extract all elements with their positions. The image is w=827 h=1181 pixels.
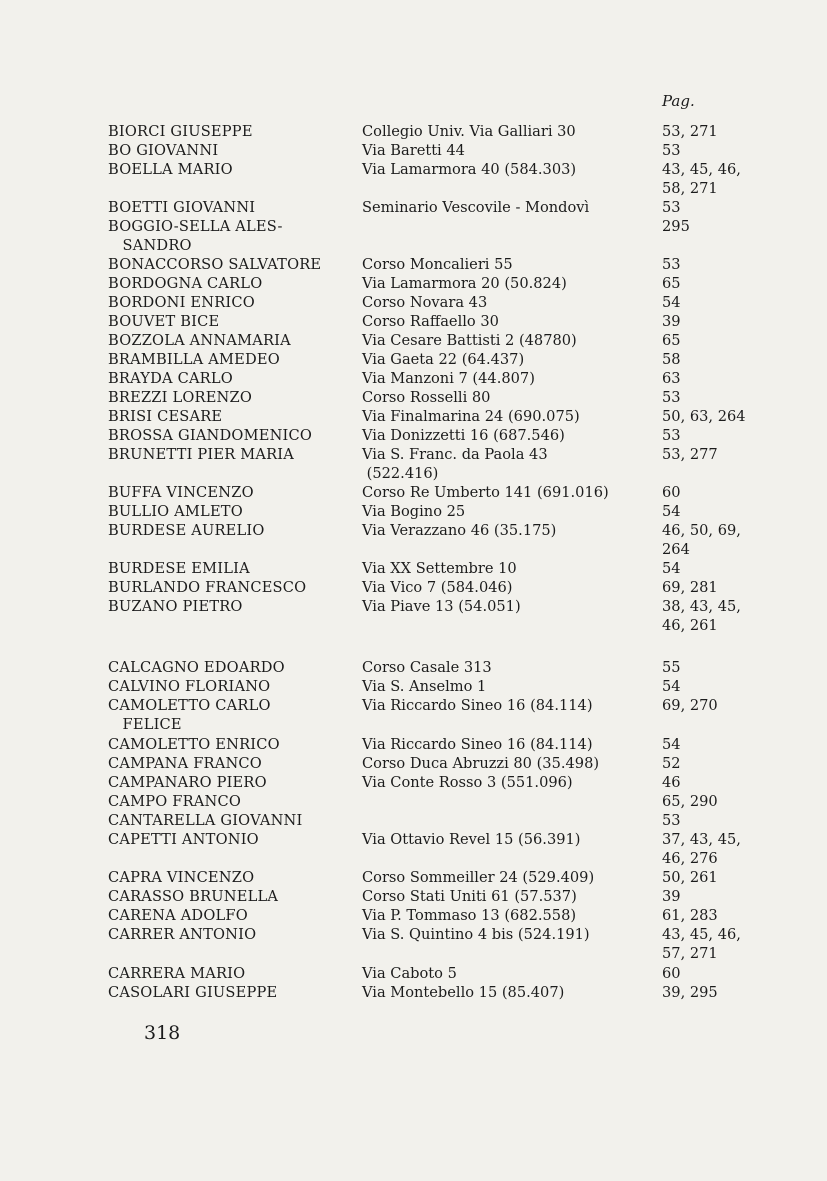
entry-address: Corso Sommeiller 24 (529.409): [362, 869, 595, 886]
entry-pages: 53: [662, 427, 681, 444]
entry-pages: 46: [662, 774, 681, 791]
entry-name: BIORCI GIUSEPPE: [108, 123, 253, 140]
entry-pages: 65: [662, 275, 681, 292]
entry-address: Via P. Tommaso 13 (682.558): [362, 907, 577, 924]
entry-address: Corso Novara 43: [362, 294, 488, 311]
entry-address: Via Ottavio Revel 15 (56.391): [362, 831, 581, 848]
entry-pages: 69, 270: [662, 697, 718, 714]
entry-name: BRAMBILLA AMEDEO: [108, 351, 280, 368]
entry-name: CAMPANA FRANCO: [108, 755, 262, 772]
entry-address: Corso Casale 313: [362, 659, 492, 676]
entry-pages: 43, 45, 46, 57, 271: [662, 926, 741, 962]
entry-name: CARRER ANTONIO: [108, 926, 257, 943]
entry-name: BOETTI GIOVANNI: [108, 199, 256, 216]
entry-pages: 54: [662, 294, 681, 311]
entry-address: Via Donizzetti 16 (687.546): [362, 427, 565, 444]
entry-name: CARASSO BRUNELLA: [108, 888, 279, 905]
entry-name: CAPRA VINCENZO: [108, 869, 255, 886]
entry-pages: 37, 43, 45, 46, 276: [662, 831, 741, 867]
entry-pages: 50, 63, 264: [662, 408, 746, 425]
entry-address: Via Lamarmora 20 (50.824): [362, 275, 567, 292]
entry-address: Corso Moncalieri 55: [362, 256, 513, 273]
entry-pages: 65, 290: [662, 793, 718, 810]
entry-name: CAMPO FRANCO: [108, 793, 242, 810]
entry-address: Collegio Univ. Via Galliari 30: [362, 123, 576, 140]
entry-name: CARENA ADOLFO: [108, 907, 248, 924]
entry-pages: 60: [662, 965, 681, 982]
page-number: 318: [144, 1022, 181, 1044]
entry-name: BRAYDA CARLO: [108, 370, 233, 387]
entry-pages: 38, 43, 45, 46, 261: [662, 598, 741, 634]
entry-name: BREZZI LORENZO: [108, 389, 253, 406]
entry-pages: 61, 283: [662, 907, 718, 924]
entry-name: BOZZOLA ANNAMARIA: [108, 332, 291, 349]
entry-name: BRUNETTI PIER MARIA: [108, 446, 295, 463]
entry-address: Via Verazzano 46 (35.175): [362, 522, 557, 539]
entry-name: BONACCORSO SALVATORE: [108, 256, 322, 273]
entry-address: Via S. Anselmo 1: [362, 678, 487, 695]
entry-pages: 58: [662, 351, 681, 368]
entry-address: Via Riccardo Sineo 16 (84.114): [362, 697, 593, 714]
entry-name: BUFFA VINCENZO: [108, 484, 254, 501]
entry-address: Corso Duca Abruzzi 80 (35.498): [362, 755, 600, 772]
entry-name: BOUVET BICE: [108, 313, 220, 330]
entry-pages: 53: [662, 812, 681, 829]
entry-pages: 43, 45, 46, 58, 271: [662, 161, 741, 197]
entry-pages: 54: [662, 503, 681, 520]
entry-address: Via Gaeta 22 (64.437): [362, 351, 525, 368]
entry-address: Via Riccardo Sineo 16 (84.114): [362, 736, 593, 753]
entry-address: Via Montebello 15 (85.407): [362, 984, 565, 1001]
entry-pages: 50, 261: [662, 869, 718, 886]
entry-pages: 54: [662, 678, 681, 695]
entry-name: BROSSA GIANDOMENICO: [108, 427, 313, 444]
entry-name: BULLIO AMLETO: [108, 503, 243, 520]
entry-address: Via Caboto 5: [362, 965, 457, 982]
entry-address: Via S. Quintino 4 bis (524.191): [362, 926, 590, 943]
entry-pages: 295: [662, 218, 690, 235]
entry-pages: 39: [662, 888, 681, 905]
entry-pages: 63: [662, 370, 681, 387]
entry-address: Via Finalmarina 24 (690.075): [362, 408, 580, 425]
entry-address: Corso Rosselli 80: [362, 389, 491, 406]
entry-name: CAMOLETTO ENRICO: [108, 736, 280, 753]
entry-pages: 53: [662, 199, 681, 216]
entry-name: BOELLA MARIO: [108, 161, 233, 178]
entry-address: Via Conte Rosso 3 (551.096): [362, 774, 573, 791]
entry-name: CALCAGNO EDOARDO: [108, 659, 285, 676]
entry-address: Via Baretti 44: [362, 142, 465, 159]
pag-column-header: Pag.: [662, 92, 695, 110]
entry-pages: 53: [662, 256, 681, 273]
entry-pages: 52: [662, 755, 681, 772]
entry-pages: 69, 281: [662, 579, 718, 596]
entry-address: Via XX Settembre 10: [362, 560, 517, 577]
entry-name: CANTARELLA GIOVANNI: [108, 812, 303, 829]
entry-address: Via S. Franc. da Paola 43 (522.416): [362, 446, 548, 482]
entry-pages: 39: [662, 313, 681, 330]
entry-name: BUZANO PIETRO: [108, 598, 243, 615]
entry-address: Via Vico 7 (584.046): [362, 579, 513, 596]
entry-address: Corso Re Umberto 141 (691.016): [362, 484, 609, 501]
entry-pages: 53, 271: [662, 123, 718, 140]
entry-name: CARRERA MARIO: [108, 965, 246, 982]
entry-name: BRISI CESARE: [108, 408, 223, 425]
entry-name: BORDOGNA CARLO: [108, 275, 263, 292]
entry-pages: 46, 50, 69, 264: [662, 522, 741, 558]
entry-name: BURDESE EMILIA: [108, 560, 250, 577]
entry-name: BOGGIO-SELLA ALES- SANDRO: [108, 218, 283, 254]
entry-name: BORDONI ENRICO: [108, 294, 255, 311]
entry-address: Corso Raffaello 30: [362, 313, 499, 330]
entry-pages: 54: [662, 560, 681, 577]
entry-pages: 39, 295: [662, 984, 718, 1001]
entry-pages: 65: [662, 332, 681, 349]
entry-name: CAMOLETTO CARLO FELICE: [108, 697, 271, 733]
entry-address: Via Manzoni 7 (44.807): [362, 370, 535, 387]
entry-name: CAPETTI ANTONIO: [108, 831, 259, 848]
entry-pages: 53, 277: [662, 446, 718, 463]
entry-pages: 53: [662, 142, 681, 159]
entry-address: Corso Stati Uniti 61 (57.537): [362, 888, 577, 905]
entry-name: CASOLARI GIUSEPPE: [108, 984, 278, 1001]
entry-address: Via Lamarmora 40 (584.303): [362, 161, 577, 178]
entry-address: Seminario Vescovile - Mondovì: [362, 199, 590, 216]
entry-name: BURLANDO FRANCESCO: [108, 579, 307, 596]
entry-address: Via Bogino 25: [362, 503, 466, 520]
entry-name: BURDESE AURELIO: [108, 522, 265, 539]
entry-pages: 53: [662, 389, 681, 406]
entry-pages: 54: [662, 736, 681, 753]
entry-name: CAMPANARO PIERO: [108, 774, 267, 791]
entry-name: BO GIOVANNI: [108, 142, 219, 159]
entry-address: Via Cesare Battisti 2 (48780): [362, 332, 577, 349]
entry-address: Via Piave 13 (54.051): [362, 598, 521, 615]
entry-pages: 60: [662, 484, 681, 501]
entry-name: CALVINO FLORIANO: [108, 678, 271, 695]
entry-pages: 55: [662, 659, 681, 676]
